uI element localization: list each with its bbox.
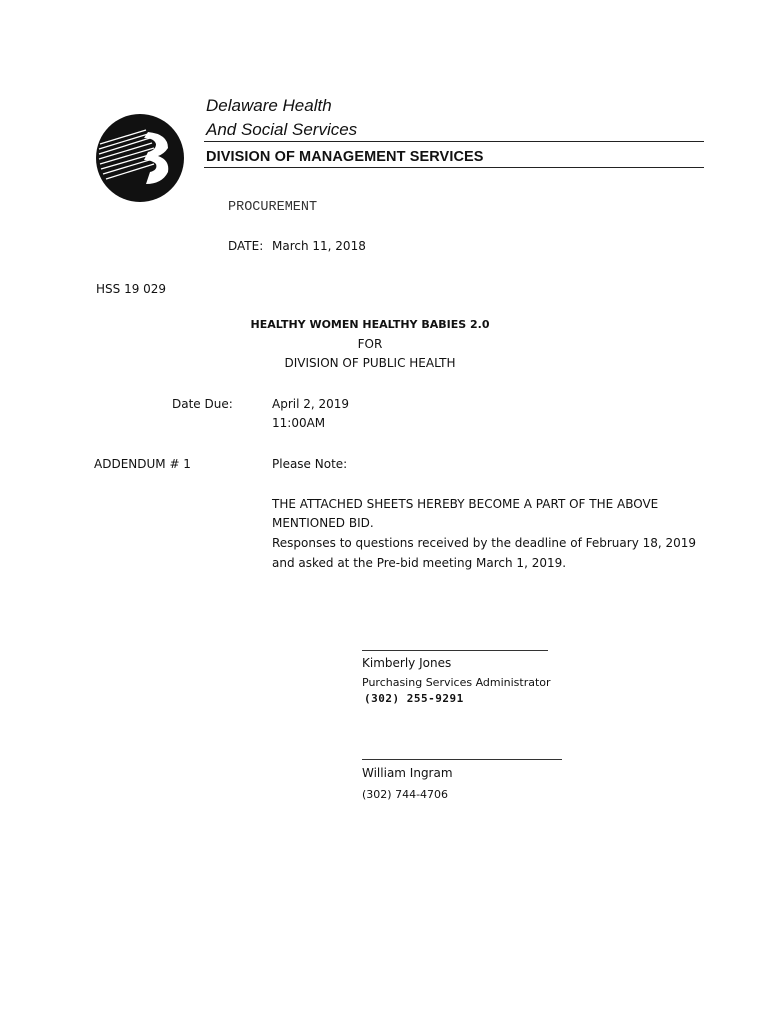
bid-title-for: FOR (357, 337, 383, 351)
date-due-date: April 2, 2019 (272, 397, 350, 411)
signer-name: Kimberly Jones (362, 656, 452, 670)
dhss-logo-icon (96, 114, 184, 202)
notice-line-4: and asked at the Pre-bid meeting March 1, 2019. (272, 556, 567, 570)
division-title: DIVISION OF MANAGEMENT SERVICES (206, 149, 484, 165)
org-name-line1: Delaware Health (206, 96, 332, 115)
signer-phone: (302) 255-9291 (364, 692, 464, 705)
signer-name: William Ingram (362, 766, 453, 780)
date-value: March 11, 2018 (272, 239, 366, 253)
signer-title: Purchasing Services Administrator (362, 676, 551, 689)
bid-title-division: DIVISION OF PUBLIC HEALTH (284, 356, 456, 370)
bid-title: HEALTHY WOMEN HEALTHY BABIES 2.0 (250, 318, 490, 331)
notice-line-3: Responses to questions received by the deadline of February 18, 2019 (272, 536, 697, 550)
header-rule-top (204, 141, 704, 142)
signer-phone: (302) 744-4706 (362, 788, 449, 801)
signature-line (362, 759, 562, 760)
notice-line-2: MENTIONED BID. (272, 516, 374, 530)
date-due-label: Date Due: (172, 397, 233, 411)
please-note-label: Please Note: (272, 457, 348, 471)
procurement-label: PROCUREMENT (228, 200, 318, 215)
date-due-time: 11:00AM (272, 416, 326, 430)
bid-number: HSS 19 029 (96, 282, 167, 296)
header-rule-bottom (204, 167, 704, 168)
date-label: DATE: (228, 239, 264, 253)
addendum-label: ADDENDUM # 1 (94, 457, 191, 471)
notice-line-1: THE ATTACHED SHEETS HEREBY BECOME A PART OF THE ABOVE (272, 497, 659, 511)
signature-line (362, 650, 548, 651)
org-name-line2: And Social Services (206, 120, 358, 139)
